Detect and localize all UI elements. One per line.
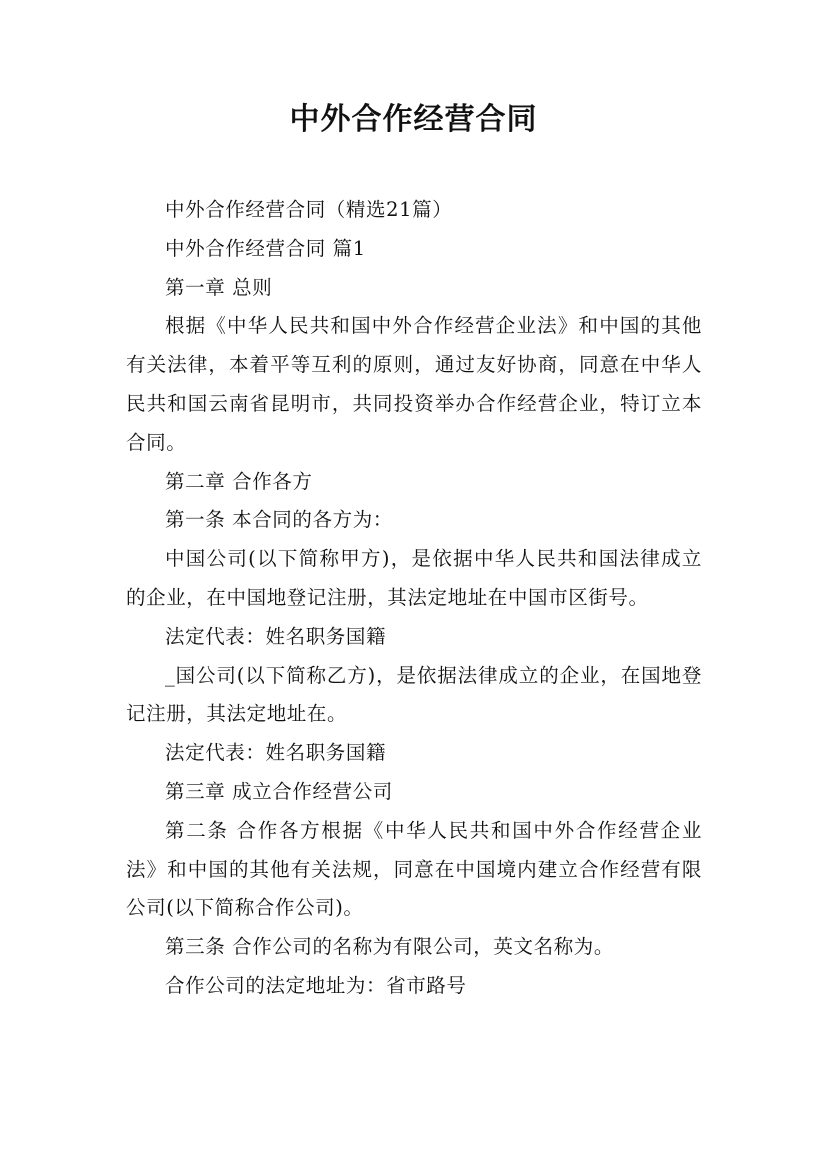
paragraph-article-1: 第一条 本合同的各方为：: [165, 508, 393, 532]
paragraph-article-2: 第二条 合作各方根据《中华人民共和国中外合作经营企业法》和中国的其他有关法规，同意在中国境内建立合作经营有限公司(以下简称合作公司)。: [126, 818, 702, 920]
paragraph-party-b: _国公司(以下简称乙方)，是依据法律成立的企业，在国地登记注册，其法定地址在。: [126, 663, 702, 726]
paragraph-chapter-3: 第三章 成立合作经营公司: [165, 779, 393, 803]
paragraph-party-a-representative: 法定代表：姓名职务国籍: [165, 624, 387, 648]
document-title: 中外合作经营合同: [289, 102, 538, 137]
paragraph-section-heading: 中外合作经营合同 篇1: [165, 236, 366, 260]
paragraph-subtitle: 中外合作经营合同（精选21篇）: [165, 198, 453, 221]
paragraph-chapter-2: 第二章 合作各方: [165, 469, 313, 493]
document-body: [126, 191, 702, 1006]
paragraph-party-a: 中国公司(以下简称甲方)，是依据中华人民共和国法律成立的企业，在中国地登记注册，其法定地址在中国市区街号。: [126, 547, 702, 609]
paragraph-legal-address: 合作公司的法定地址为：省市路号: [165, 973, 467, 997]
paragraph-article-3: 第三条 合作公司的名称为有限公司，英文名称为。: [165, 935, 614, 959]
paragraph-party-b-representative: 法定代表：姓名职务国籍: [165, 741, 387, 765]
paragraph-chapter-1: 第一章 总则: [165, 275, 273, 299]
paragraph-preamble: 根据《中华人民共和国中外合作经营企业法》和中国的其他有关法律，本着平等互利的原则，通过友好协商，同意在中华人民共和国云南省昆明市，共同投资举办合作经营企业，特订立本合同。: [126, 314, 702, 454]
